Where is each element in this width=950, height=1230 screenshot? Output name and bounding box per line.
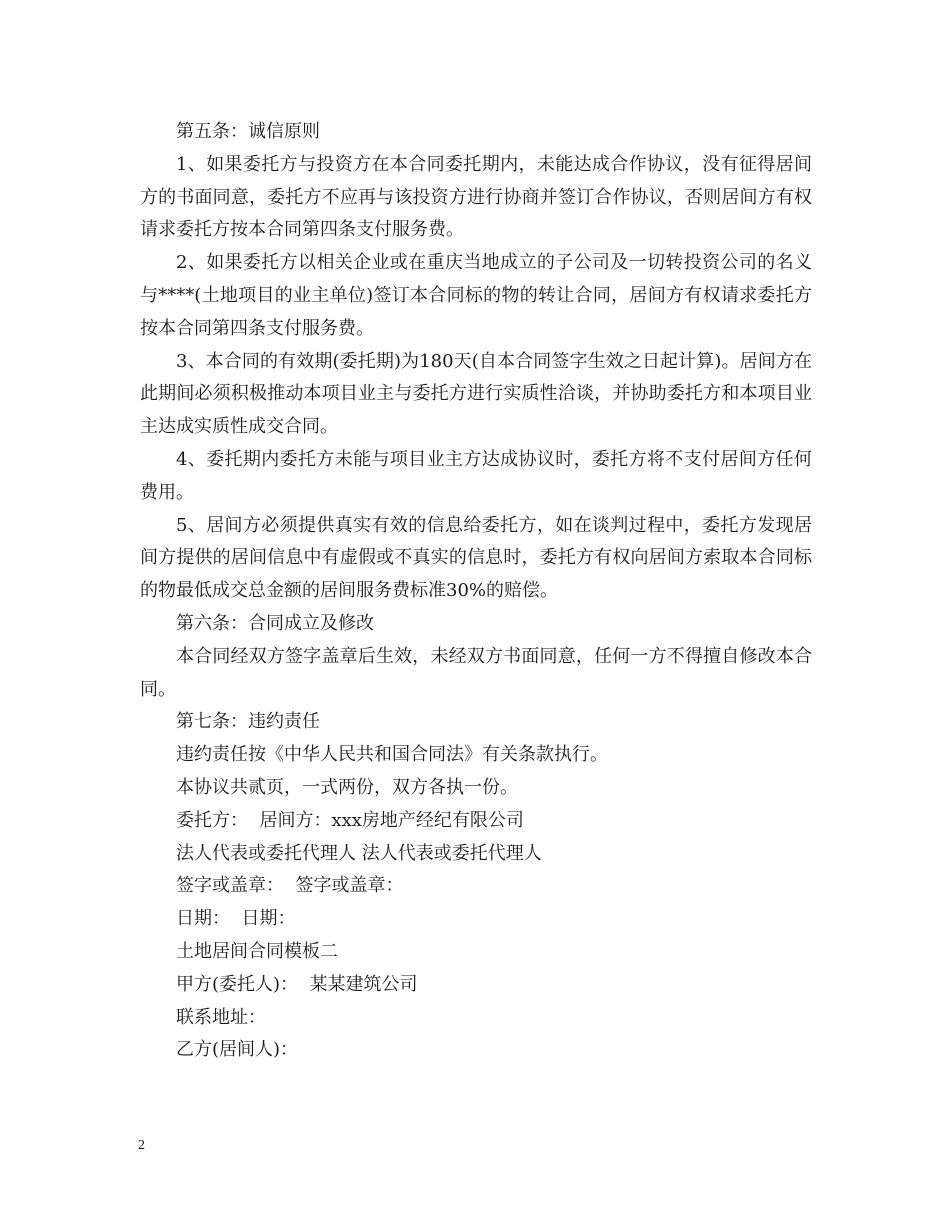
article-7-text: 违约责任按《中华人民共和国合同法》有关条款执行。	[176, 744, 608, 766]
article-5-clause-2: 2、如果委托方以相关企业或在重庆当地成立的子公司及一切转投资公司的名义与****(土地项目的业主单位)签订本合同标的物的转让合同，居间方有权请求委托方按本合同第四条支付服务费。	[140, 252, 812, 339]
article-5-clause-3: 3、本合同的有效期(委托期)为180天(自本合同签字生效之日起计算)。居间方在此期间必须积极推动本项目业主与委托方进行实质性洽谈，并协助委托方和本项目业主达成实质性成交合同。	[140, 350, 812, 438]
article-5-heading: 第五条：诚信原则	[176, 121, 320, 142]
article-6-heading: 第六条：合同成立及修改	[176, 612, 374, 634]
page-number: 2	[138, 1138, 145, 1153]
template-2-title: 土地居间合同模板二	[176, 940, 338, 962]
agreement-copies-text: 本协议共贰页，一式两份，双方各执一份。	[176, 776, 518, 798]
contact-address-line: 联系地址：	[176, 1006, 266, 1028]
article-5-clause-4: 4、委托期内委托方未能与项目业主方达成协议时，委托方将不支付居间方任何费用。	[140, 448, 812, 503]
article-7-heading: 第七条：违约责任	[176, 711, 320, 733]
document-body	[140, 116, 812, 1067]
article-6-text: 本合同经双方签字盖章后生效，未经双方书面同意，任何一方不得擅自修改本合同。	[140, 645, 812, 700]
article-5-clause-5: 5、居间方必须提供真实有效的信息给委托方，如在谈判过程中，委托方发现居间方提供的居间信息中有虚假或不真实的信息时，委托方有权向居间方索取本合同标的物最低成交总金额的居间服务费标准30%的赔偿。	[140, 514, 812, 602]
parties-line: 委托方： 居间方：xxx房地产经纪有限公司	[176, 809, 524, 831]
article-5-clause-1: 1、如果委托方与投资方在本合同委托期内，未能达成合作协议，没有征得居间方的书面同意，委托方不应再与该投资方进行协商并签订合作协议，否则居间方有权请求委托方按本合同第四条支付服务费。	[140, 153, 812, 241]
party-a-line: 甲方(委托人)： 某某建筑公司	[176, 973, 418, 995]
party-b-line: 乙方(居间人)：	[176, 1039, 299, 1061]
signature-line: 签字或盖章： 签字或盖章：	[176, 875, 404, 897]
representatives-line: 法人代表或委托代理人 法人代表或委托代理人	[176, 842, 542, 864]
date-line: 日期： 日期：	[176, 908, 296, 930]
